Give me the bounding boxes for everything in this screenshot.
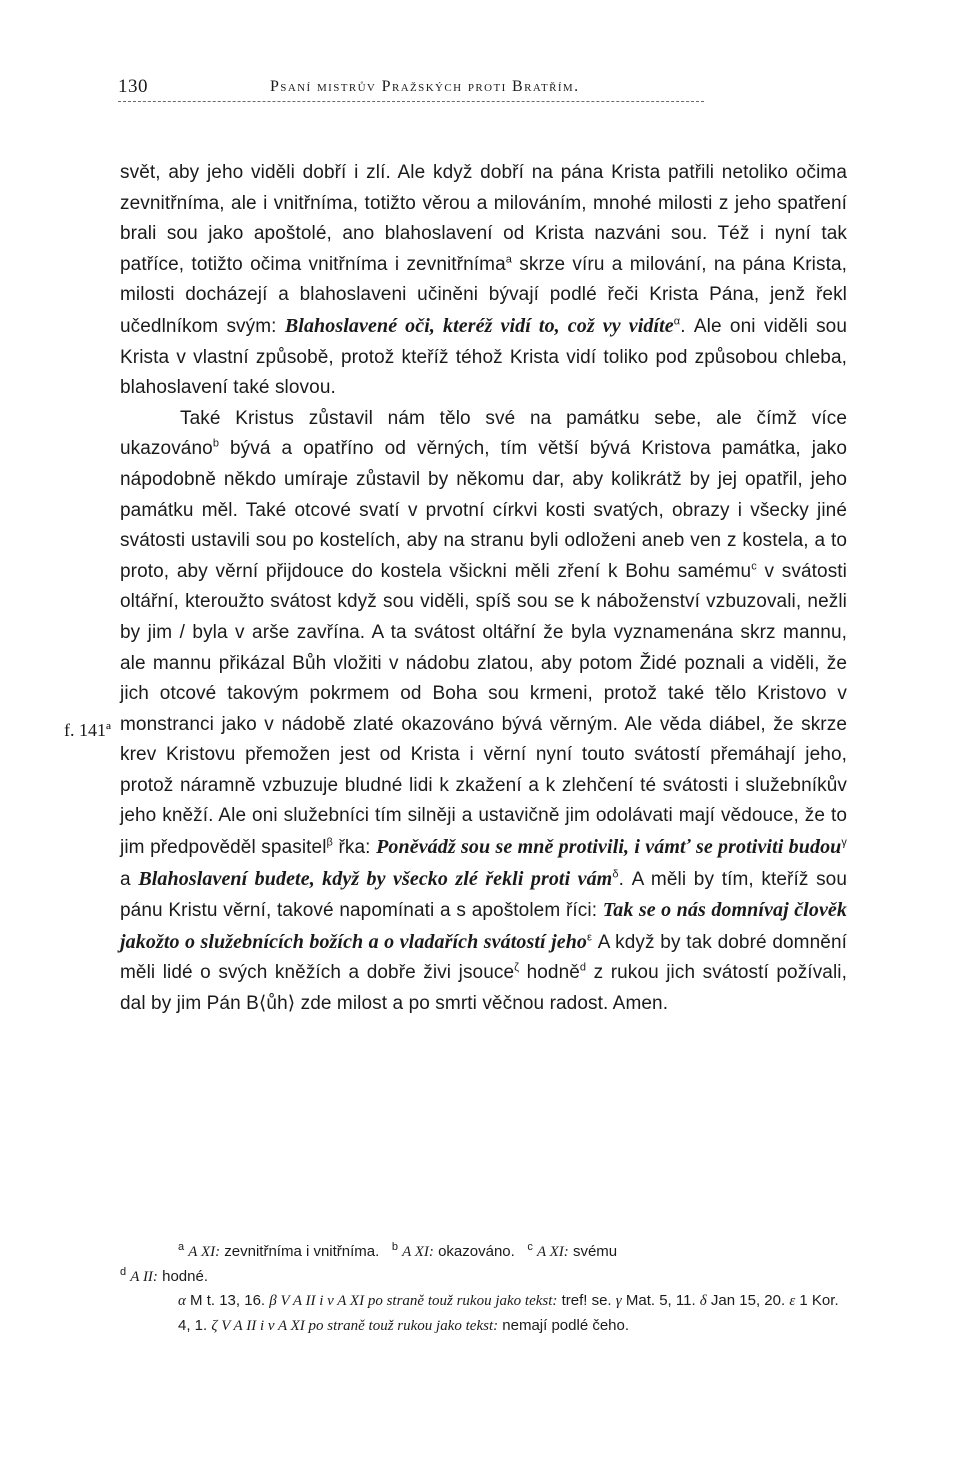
source-siglum: A XI: bbox=[402, 1244, 434, 1260]
footnote-marker: c bbox=[751, 560, 757, 573]
footnote-marker: ζ bbox=[514, 962, 520, 975]
footnote-marker: a bbox=[505, 253, 512, 266]
footnote-marker: γ bbox=[841, 836, 847, 849]
footnote-text: okazováno. bbox=[433, 1243, 515, 1260]
running-header bbox=[118, 72, 704, 106]
footnote-text: Mat. 5, 11. bbox=[621, 1292, 700, 1309]
footnote-text: M t. 13, 16. bbox=[185, 1292, 270, 1309]
text-run: . Ale oni viděli sou Krista v vlastní způsobě, protož kteříž téhož Krista vidí toliko pod způsobou chleba, blahoslavení také slovou. bbox=[120, 315, 847, 399]
paragraph-1 bbox=[120, 158, 847, 404]
header-rule bbox=[118, 101, 704, 102]
margin-folio-note: f. 141ª bbox=[64, 720, 111, 740]
text-run: . A měli by tím, kteříž sou pánu Kristu věrní, takové napomínati a s apoštolem říci: bbox=[120, 868, 848, 922]
text-run: řka: bbox=[332, 837, 377, 859]
text-run: bývá a opatříno od věrných, tím větší bývá Kristova památka, jako nápodobně někdo umíraje zůstavil by někomu dar, aby kolikrátž by jej opatřil, jeho památku měl. Také otcové svatí v prvotní církvi kosti svatých, obrazy i všecky jiné svátosti ustavili sou po kostelích, aby na stranu byli odloženi aneb ven z kostela, a to proto, aby věrní přijdouce do kostela všickni měli zření k Bohu samému bbox=[120, 438, 847, 582]
source-siglum: A II: bbox=[130, 1268, 158, 1285]
footnote-marker: γ bbox=[615, 1293, 622, 1309]
footnote-marker: δ bbox=[612, 868, 619, 881]
text-run: z rukou jich svátostí požívali, dal by jim Pán B⟨ůh⟩ zde milost a po smrti věčnou radost. Amen. bbox=[120, 962, 847, 1015]
footnote-marker: ε bbox=[789, 1293, 796, 1309]
paragraph-2 bbox=[120, 404, 847, 1020]
footnote-marker: α bbox=[673, 315, 681, 328]
source-siglum: V A II i v A XI po straně touž rukou jako tekst: bbox=[276, 1293, 558, 1309]
footnote-line-2 bbox=[120, 1265, 847, 1290]
footnote-marker: b bbox=[212, 438, 220, 451]
source-siglum: A XI: bbox=[188, 1244, 221, 1260]
footnote-marker: β bbox=[326, 836, 333, 849]
footnote-text: nemají podlé čeho. bbox=[498, 1316, 630, 1334]
footnote-marker: b bbox=[391, 1241, 398, 1253]
footnote-marker: a bbox=[178, 1241, 185, 1253]
footnote-line-3 bbox=[120, 1289, 847, 1338]
scripture-quote: Poněvádž sou se mně protivili, i vámť se protiviti budou bbox=[376, 836, 842, 859]
footnotes bbox=[120, 1240, 847, 1338]
text-run: A když by tak dobré domnění měli lidé o svých kněžích a dobře živi jsouce bbox=[120, 931, 847, 984]
main-text bbox=[120, 158, 847, 1020]
text-run: a bbox=[120, 868, 139, 890]
footnote-marker: α bbox=[178, 1293, 186, 1309]
footnote-text: tref! se. bbox=[557, 1292, 616, 1309]
footnote-marker: ζ bbox=[211, 1317, 218, 1334]
footnote-line-1 bbox=[120, 1240, 847, 1265]
running-title: Psaní mistrův Pražských proti Bratřím. bbox=[270, 78, 580, 95]
footnote-text: svému bbox=[568, 1243, 618, 1260]
text-run: Také Kristus zůstavil nám tělo své na památku sebe, ale čímž více ukazováno bbox=[120, 407, 847, 460]
footnote-marker: c bbox=[527, 1241, 533, 1253]
source-siglum: V A II i v A XI po straně touž rukou jako tekst: bbox=[217, 1317, 499, 1334]
text-run: svět, aby jeho viděli dobří i zlí. Ale když dobří na pána Krista patřili netoliko očima zevnitřníma, ale i vnitřníma, totižto věrou a milováním, mnohé milosti z jeho spatření brali sou jako apoštolé, ano blahoslavení od Krista nazváni sou. Též i nyní tak patříce, totižto očima vnitřníma i zevnitřníma bbox=[120, 162, 847, 275]
footnote-text: zevnitřníma i vnitřníma. bbox=[220, 1243, 380, 1260]
page-number: 130 bbox=[118, 76, 148, 97]
footnote-marker: ε bbox=[587, 931, 593, 944]
footnote-marker: β bbox=[269, 1293, 277, 1309]
scripture-quote: Blahoslavení budete, když by všecko zlé řekli proti vám bbox=[138, 867, 613, 890]
scripture-quote: Blahoslavené oči, kteréž vidí to, což vy vidíte bbox=[284, 314, 674, 337]
source-siglum: A XI: bbox=[537, 1244, 569, 1260]
footnote-text: 1 Kor. 4, 1. bbox=[178, 1292, 839, 1334]
text-run: v svátosti oltářní, kteroužto svátost když sou viděli, spíš sou se k náboženství vzbuzovali, nežli by jim / byla v arše zavřína. A ta svátost oltářní že byla vyznamenána skrz mannu, ale mannu přikázal Bůh vložiti v nádobu zlatou, aby potom Židé poznali a viděli, že jich otcové takovým pokrmem od Boha sou krmeni, protož také tělo Kristovo v monstranci jako v nádobě zlaté okazováno bývá věrným. Ale věda diábel, že skrze krev Kristovu přemožen jest od Krista i věrní nyní touto svátostí přemáhají jeho, protož náramně vzbuzuje bludné lidi k zkažení a k zlehčení té svátosti i služebníkův jeho kněží. Ale oni služebníci tím silněji a ustavičně jim odolávati mají vědouce, že to jim předpověděl spasitel bbox=[120, 560, 848, 859]
scripture-quote: Tak se o nás domnívaj člověk jakožto o služebnících božích a o vladařích svátostí jeho bbox=[120, 899, 847, 953]
text-run: skrze víru a milování, na pána Krista, milosti docházejí a blahoslaveni učiněni bývají podlé řeči Krista Pána, jenž řekl učedlníkom svým: bbox=[120, 253, 847, 337]
footnote-marker: d bbox=[120, 1265, 127, 1278]
text-run: hodně bbox=[519, 962, 580, 984]
footnote-marker: δ bbox=[699, 1293, 707, 1309]
footnote-text: Jan 15, 20. bbox=[706, 1292, 790, 1309]
footnote-marker: d bbox=[579, 962, 587, 975]
footnote-text: hodné. bbox=[157, 1267, 208, 1285]
